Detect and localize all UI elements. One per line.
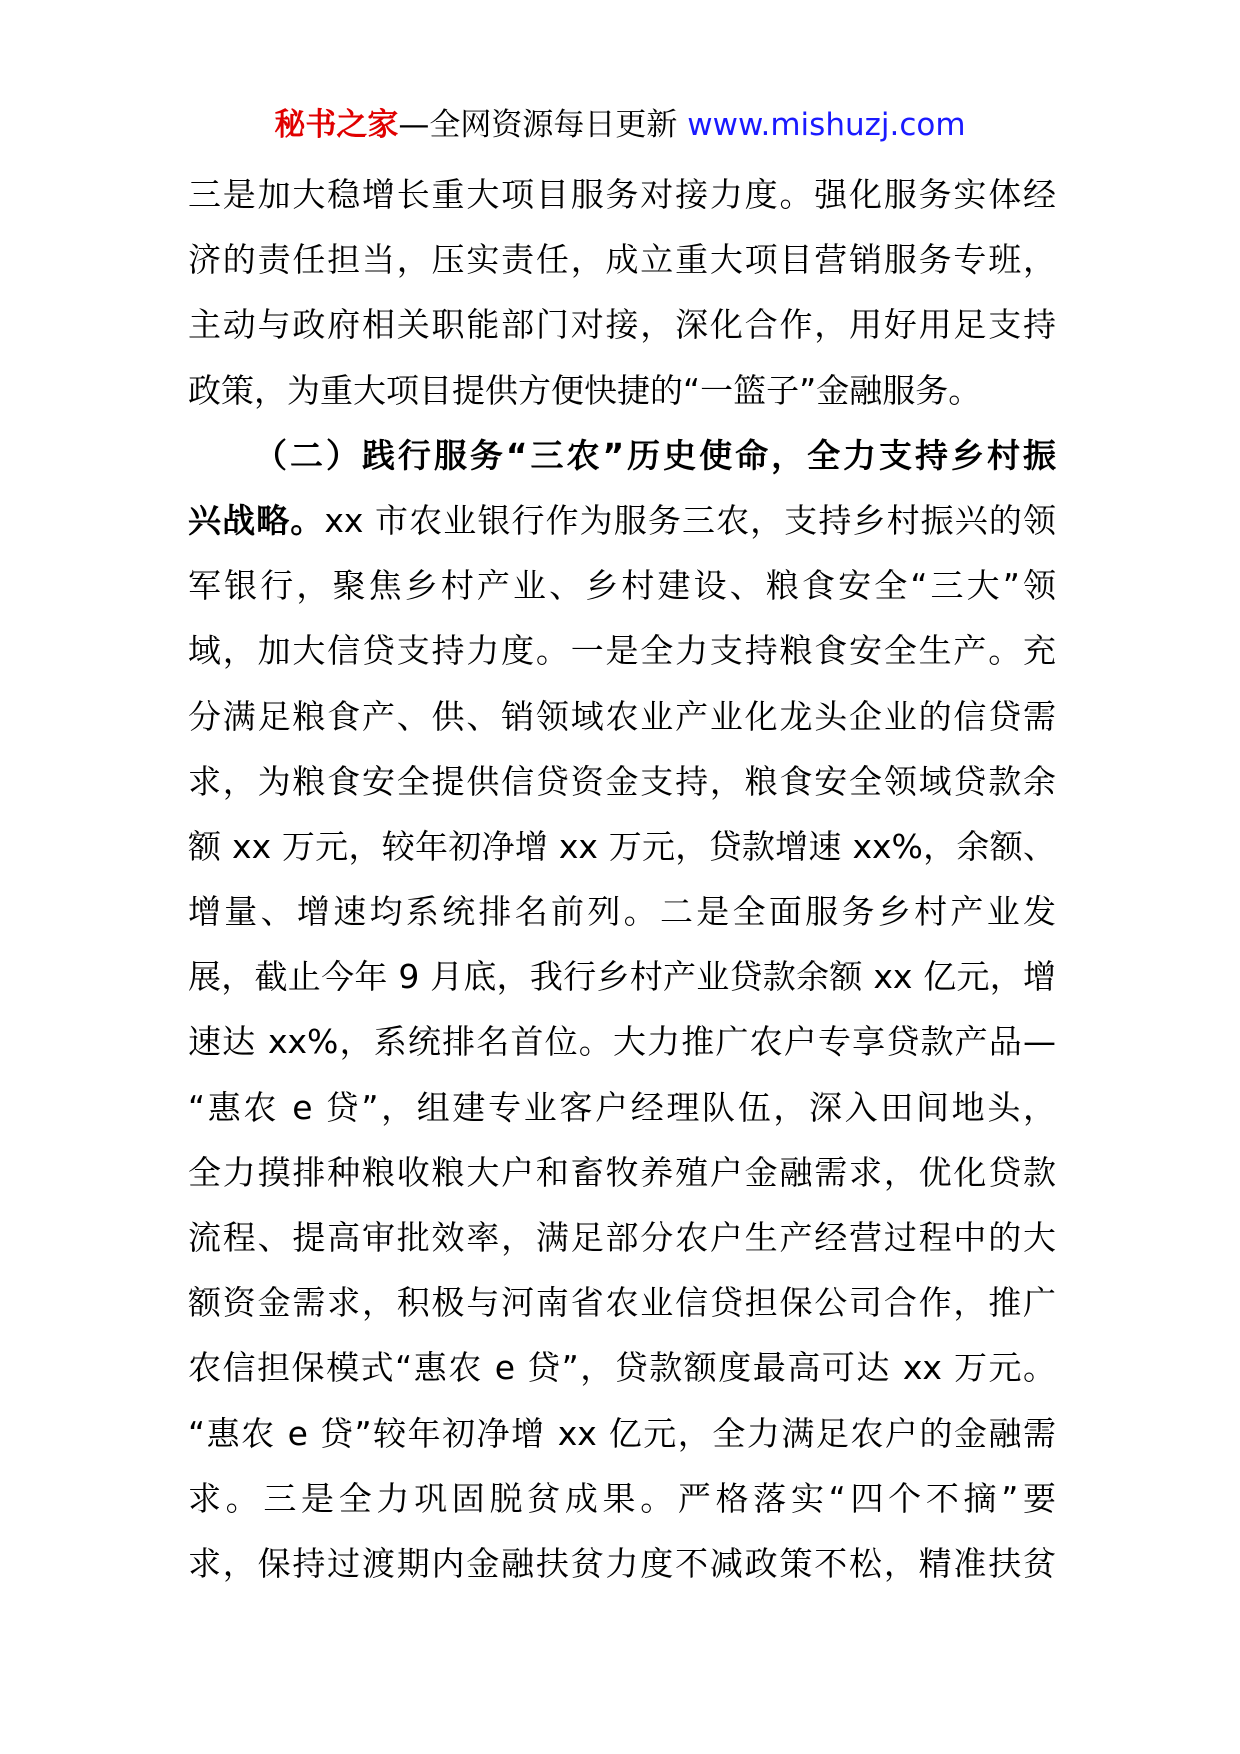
body-line: 农信担保模式“惠农 e 贷”，贷款额度最高可达 xx 万元。 <box>188 1348 1056 1388</box>
body-line: 流程、提高审批效率，满足部分农户生产经营过程中的大 <box>188 1218 1056 1257</box>
document-body <box>188 162 1056 1596</box>
body-line: “惠农 e 贷”较年初净增 xx 亿元，全力满足农户的金融需 <box>188 1413 1056 1453</box>
body-line: 展，截止今年 9 月底，我行乡村产业贷款余额 xx 亿元，增 <box>188 957 1056 997</box>
section-heading-end: 兴战略。 <box>188 500 325 540</box>
header-url-link[interactable]: www.mishuzj.com <box>687 107 966 143</box>
body-line: “惠农 e 贷”，组建专业客户经理队伍，深入田间地头， <box>188 1087 1056 1127</box>
body-line-rest: xx 市农业银行作为服务三农，支持乡村振兴的领 <box>324 500 1056 540</box>
body-line: 额 xx 万元，较年初净增 xx 万元，贷款增速 xx%，余额、 <box>188 826 1056 866</box>
body-line: 域，加大信贷支持力度。一是全力支持粮食安全生产。充 <box>188 631 1056 671</box>
body-line: 求。三是全力巩固脱贫成果。严格落实“四个不摘”要 <box>188 1478 1056 1518</box>
body-line: 济的责任担当，压实责任，成立重大项目营销服务专班， <box>188 240 1056 280</box>
body-line: 额资金需求，积极与河南省农业信贷担保公司合作，推广 <box>188 1283 1056 1323</box>
body-line: 军银行，聚焦乡村产业、乡村建设、粮食安全“三大”领 <box>188 566 1056 606</box>
body-line: 全力摸排种粮收粮大户和畜牧养殖户金融需求，优化贷款 <box>188 1152 1056 1192</box>
header-tagline: —全网资源每日更新 <box>398 107 678 143</box>
header-brand: 秘书之家 <box>274 107 399 143</box>
body-line: 增量、增速均系统排名前列。二是全面服务乡村产业发 <box>188 892 1056 932</box>
body-line: 分满足粮食产、供、销领域农业产业化龙头企业的信贷需 <box>188 696 1056 736</box>
page-header <box>0 102 1240 148</box>
body-line: 求，保持过渡期内金融扶贫力度不减政策不松，精准扶贫 <box>188 1543 1056 1583</box>
body-line: 主动与政府相关职能部门对接，深化合作，用好用足支持 <box>188 305 1056 345</box>
section-heading: （二）践行服务“三农”历史使命，全力支持乡村振 <box>254 435 1056 475</box>
body-line <box>188 488 1056 553</box>
body-line: 求，为粮食安全提供信贷资金支持，粮食安全领域贷款余 <box>188 761 1056 801</box>
body-line: 三是加大稳增长重大项目服务对接力度。强化服务实体经 <box>188 175 1056 214</box>
body-line: 速达 xx%，系统排名首位。大力推广农户专享贷款产品— <box>188 1022 1056 1062</box>
body-line: 政策，为重大项目提供方便快捷的“一篮子”金融服务。 <box>188 370 982 410</box>
